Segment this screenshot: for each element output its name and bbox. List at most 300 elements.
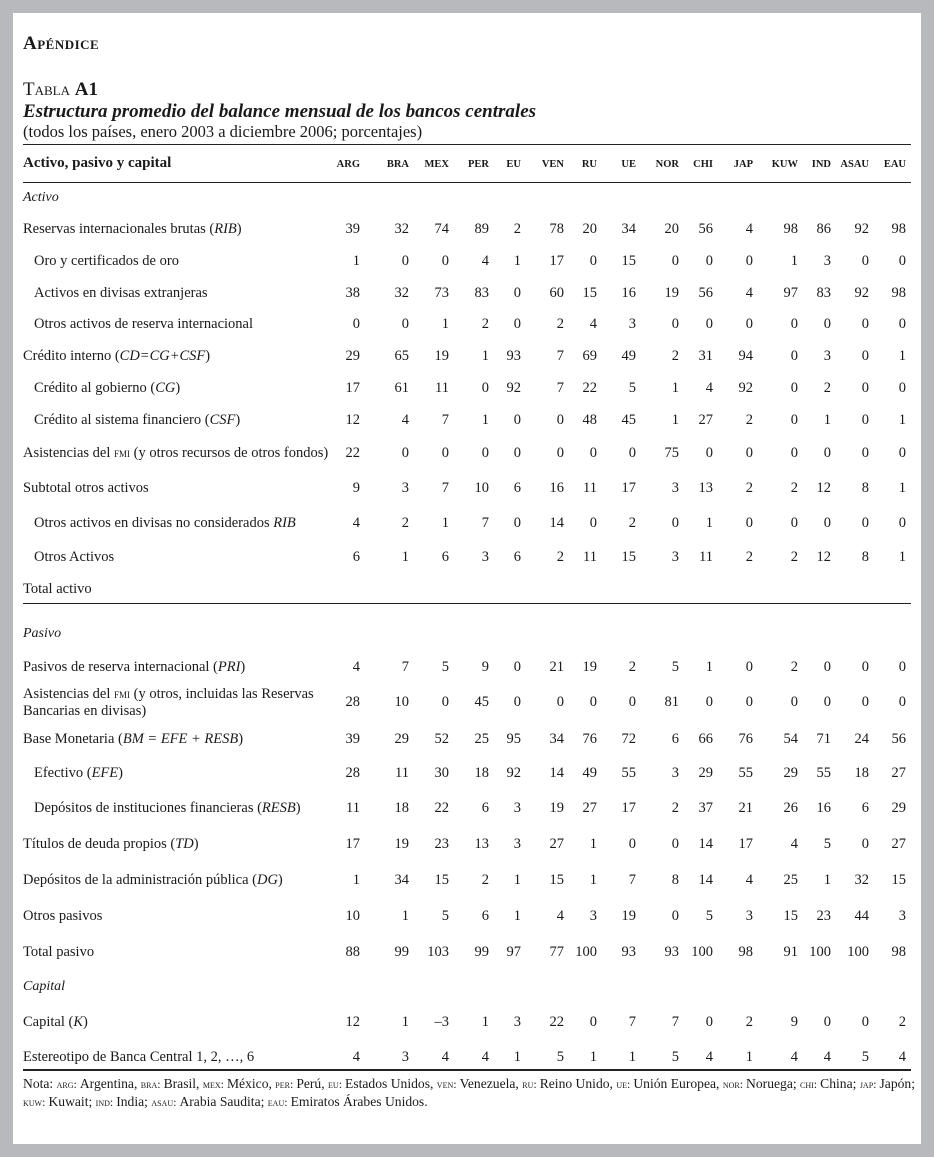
column-header-bra: BRA [386, 159, 409, 170]
table-cell: 65 [394, 348, 409, 364]
column-header-ru: RU [581, 159, 597, 170]
table-cell: 3 [898, 908, 906, 924]
table-cell: 0 [823, 1014, 831, 1030]
row-label: Otros Activos [34, 548, 115, 565]
table-cell: 18 [854, 765, 869, 781]
table-cell: 22 [549, 1014, 564, 1030]
note-abbrev: mex: [202, 1077, 227, 1091]
table-cell: 76 [738, 731, 753, 747]
table-cell: 0 [441, 253, 449, 269]
activo-rule [23, 603, 911, 604]
table-cell: 45 [474, 694, 489, 710]
table-cell: 98 [783, 221, 798, 237]
table-cell: 0 [556, 694, 564, 710]
table-cell: 6 [861, 800, 869, 816]
table-cell: 11 [346, 800, 360, 816]
table-cell: 15 [434, 872, 449, 888]
table-cell: 39 [345, 731, 360, 747]
note-country: Kuwait; [48, 1094, 96, 1109]
table-cell: 5 [671, 659, 679, 675]
table-cell: 21 [738, 800, 753, 816]
table-cell: 19 [394, 836, 409, 852]
row-label: Otros activos en divisas no considerados RIB [34, 514, 296, 531]
table-id: A1 [74, 79, 98, 100]
table-cell: 60 [549, 285, 564, 301]
table-cell: 1 [898, 549, 906, 565]
table-cell: 92 [506, 765, 521, 781]
table-cell: 0 [589, 694, 597, 710]
table-cell: 0 [898, 515, 906, 531]
note-country: Estados Unidos, [345, 1076, 437, 1091]
table-cell: 5 [441, 659, 449, 675]
table-cell: 7 [441, 412, 449, 428]
table-cell: 2 [401, 515, 409, 531]
table-cell: 23 [816, 908, 831, 924]
table-cell: 1 [671, 380, 679, 396]
table-cell: 83 [474, 285, 489, 301]
column-header-ind: IND [811, 159, 831, 170]
table-cell: 74 [434, 221, 449, 237]
row-label: Otros activos de reserva internacional [34, 315, 254, 332]
table-cell: 29 [394, 731, 409, 747]
table-cell: 0 [513, 445, 521, 461]
table-cell: 0 [556, 445, 564, 461]
table-cell: 24 [854, 731, 869, 747]
column-header-asau: ASAU [840, 159, 869, 170]
table-cell: 17 [621, 480, 636, 496]
header-rule [23, 182, 911, 183]
table-cell: 5 [861, 1049, 869, 1065]
row-label: Crédito interno (CD=CG+CSF) [23, 347, 211, 364]
row-label: Títulos de deuda propios (TD) [23, 835, 199, 852]
table-cell: 3 [589, 908, 597, 924]
row-label: Depósitos de instituciones financieras (RESB) [34, 799, 301, 816]
table-cell: 1 [898, 412, 906, 428]
table-cell: 26 [783, 800, 798, 816]
row-label: Activos en divisas extranjeras [34, 284, 208, 301]
row-label: Crédito al gobierno (CG) [34, 379, 181, 396]
table-cell: 1 [589, 1049, 597, 1065]
table-cell: 29 [698, 765, 713, 781]
table-cell: 55 [621, 765, 636, 781]
table-cell: 27 [891, 765, 906, 781]
table-cell: 0 [556, 412, 564, 428]
table-cell: 0 [898, 445, 906, 461]
table-cell: 1 [745, 1049, 753, 1065]
note-abbrev: chi: [800, 1077, 821, 1091]
table-cell: 0 [745, 659, 753, 675]
note-abbrev: jap: [859, 1077, 880, 1091]
table-cell: 83 [816, 285, 831, 301]
bottom-rule [23, 1069, 911, 1071]
table-cell: 28 [345, 765, 360, 781]
table-cell: 27 [582, 800, 597, 816]
row-label: Otros pasivos [23, 907, 103, 924]
table-cell: 37 [698, 800, 713, 816]
table-cell: 100 [809, 944, 831, 960]
table-cell: 22 [345, 445, 360, 461]
note-abbrev: ind: [95, 1095, 117, 1109]
table-cell: 5 [441, 908, 449, 924]
table-cell: 55 [738, 765, 753, 781]
table-cell: 1 [705, 659, 713, 675]
note-abbrev: per: [275, 1077, 297, 1091]
table-cell: 0 [705, 445, 713, 461]
table-cell: 0 [671, 253, 679, 269]
table-cell: 45 [621, 412, 636, 428]
table-cell: 15 [621, 549, 636, 565]
note-country: Argentina, [79, 1076, 141, 1091]
table-cell: 1 [705, 515, 713, 531]
table-cell: 6 [513, 480, 521, 496]
table-cell: 0 [589, 1014, 597, 1030]
table-cell: 0 [513, 659, 521, 675]
note-country: Emiratos Árabes Unidos. [290, 1094, 428, 1109]
table-cell: 2 [790, 659, 798, 675]
note-country: Reino Unido, [539, 1076, 617, 1091]
table-cell: 92 [854, 221, 869, 237]
row-label: Oro y certificados de oro [34, 252, 179, 269]
table-cell: 4 [589, 316, 597, 332]
table-cell: 3 [823, 348, 831, 364]
table-cell: 76 [582, 731, 597, 747]
table-cell: 19 [582, 659, 597, 675]
table-cell: 86 [816, 221, 831, 237]
table-cell: 0 [861, 515, 869, 531]
row-label: Total activo [23, 580, 92, 597]
table-cell: 77 [549, 944, 564, 960]
note-abbrev: ru: [522, 1077, 540, 1091]
table-cell: 3 [401, 1049, 409, 1065]
row-label: Capital (K) [23, 1013, 88, 1030]
table-cell: 3 [481, 549, 489, 565]
note-country: México, [226, 1076, 276, 1091]
table-cell: 11 [395, 765, 409, 781]
table-cell: 81 [664, 694, 679, 710]
table-cell: 0 [671, 316, 679, 332]
table-cell: 0 [898, 316, 906, 332]
table-cell: 3 [401, 480, 409, 496]
table-cell: 22 [582, 380, 597, 396]
table-cell: 0 [513, 515, 521, 531]
column-header-chi: CHI [693, 159, 713, 170]
table-cell: 0 [898, 380, 906, 396]
table-cell: 0 [790, 348, 798, 364]
table-cell: 98 [738, 944, 753, 960]
table-cell: 32 [394, 221, 409, 237]
table-cell: 2 [745, 1014, 753, 1030]
table-cell: 1 [441, 316, 449, 332]
table-cell: 7 [441, 480, 449, 496]
table-cell: 0 [898, 694, 906, 710]
table-cell: 98 [891, 944, 906, 960]
table-cell: 69 [582, 348, 597, 364]
table-cell: 1 [401, 908, 409, 924]
document-page [13, 13, 921, 1144]
table-cell: 18 [394, 800, 409, 816]
table-cell: 3 [671, 549, 679, 565]
table-cell: 3 [628, 316, 636, 332]
table-cell: 1 [898, 348, 906, 364]
table-cell: 9 [790, 1014, 798, 1030]
table-cell: 5 [671, 1049, 679, 1065]
table-cell: 1 [513, 872, 521, 888]
table-cell: 0 [671, 515, 679, 531]
table-cell: 0 [790, 380, 798, 396]
table-cell: 13 [474, 836, 489, 852]
table-cell: 10 [474, 480, 489, 496]
table-cell: 0 [861, 1014, 869, 1030]
table-cell: 92 [738, 380, 753, 396]
table-cell: 49 [621, 348, 636, 364]
table-cell: 78 [549, 221, 564, 237]
table-cell: 7 [628, 872, 636, 888]
table-cell: 4 [401, 412, 409, 428]
table-cell: 49 [582, 765, 597, 781]
column-header-nor: NOR [655, 159, 679, 170]
table-cell: 14 [698, 872, 713, 888]
table-cell: 32 [394, 285, 409, 301]
table-cell: 3 [513, 836, 521, 852]
table-prefix: Tabla [23, 79, 70, 100]
table-cell: 27 [549, 836, 564, 852]
table-cell: 25 [783, 872, 798, 888]
table-cell: 2 [790, 549, 798, 565]
table-cell: 0 [861, 253, 869, 269]
table-cell: 97 [506, 944, 521, 960]
table-cell: 2 [481, 872, 489, 888]
table-cell: 1 [513, 253, 521, 269]
row-label: Subtotal otros activos [23, 479, 149, 496]
table-cell: 94 [738, 348, 753, 364]
table-cell: 1 [589, 836, 597, 852]
section-label: Activo [23, 190, 59, 205]
table-cell: 100 [691, 944, 713, 960]
table-cell: 7 [556, 380, 564, 396]
table-cell: 15 [549, 872, 564, 888]
table-cell: 1 [671, 412, 679, 428]
table-cell: 0 [513, 694, 521, 710]
table-cell: 2 [898, 1014, 906, 1030]
table-cell: 88 [345, 944, 360, 960]
table-cell: 0 [861, 380, 869, 396]
table-cell: 56 [891, 731, 906, 747]
table-cell: –3 [434, 1014, 449, 1030]
table-cell: 0 [861, 445, 869, 461]
table-cell: 71 [816, 731, 831, 747]
table-cell: 1 [352, 872, 360, 888]
table-cell: 4 [352, 1049, 360, 1065]
table-cell: 2 [671, 348, 679, 364]
table-cell: 10 [345, 908, 360, 924]
table-cell: 1 [352, 253, 360, 269]
table-cell: 4 [790, 1049, 798, 1065]
note-country: Brasil, [163, 1076, 203, 1091]
table-cell: 1 [441, 515, 449, 531]
table-cell: 13 [698, 480, 713, 496]
table-cell: 9 [352, 480, 360, 496]
table-cell: 48 [582, 412, 597, 428]
table-cell: 0 [441, 694, 449, 710]
table-cell: 4 [745, 285, 753, 301]
table-cell: 18 [474, 765, 489, 781]
table-cell: 0 [861, 659, 869, 675]
table-cell: 2 [790, 480, 798, 496]
row-header-label: Activo, pasivo y capital [23, 155, 172, 171]
row-label: Reservas internacionales brutas (RIB) [23, 220, 242, 237]
note-country: China; [820, 1076, 860, 1091]
table-cell: 3 [823, 253, 831, 269]
table-cell: 0 [898, 659, 906, 675]
row-label: Total pasivo [23, 943, 95, 960]
section-label: Pasivo [23, 626, 62, 641]
table-cell: 14 [549, 765, 564, 781]
table-cell: 29 [783, 765, 798, 781]
note-abbrev: bra: [140, 1077, 164, 1091]
table-cell: 17 [738, 836, 753, 852]
row-label: Estereotipo de Banca Central 1, 2, …, 6 [23, 1048, 255, 1065]
table-cell: 23 [434, 836, 449, 852]
table-cell: 92 [506, 380, 521, 396]
table-cell: 56 [698, 221, 713, 237]
table-cell: 19 [664, 285, 679, 301]
table-cell: 0 [790, 316, 798, 332]
table-cell: 0 [823, 515, 831, 531]
table-cell: 0 [790, 515, 798, 531]
table-cell: 75 [664, 445, 679, 461]
table-cell: 12 [345, 412, 360, 428]
table-cell: 6 [441, 549, 449, 565]
table-cell: 12 [816, 549, 831, 565]
table-cell: 66 [698, 731, 713, 747]
row-label: Asistencias del fmi (y otros recursos de otros fondos) [23, 445, 329, 461]
row-label: Depósitos de la administración pública (DG) [23, 871, 283, 888]
table-number [23, 79, 98, 101]
table-cell: 0 [401, 253, 409, 269]
row-label: Pasivos de reserva internacional (PRI) [23, 658, 246, 675]
table-cell: 11 [583, 480, 597, 496]
table-cell: 15 [783, 908, 798, 924]
table-cell: 0 [823, 659, 831, 675]
table-cell: 7 [556, 348, 564, 364]
table-cell: 4 [790, 836, 798, 852]
table-cell: 2 [628, 659, 636, 675]
table-cell: 1 [790, 253, 798, 269]
table-cell: 1 [401, 549, 409, 565]
table-cell: 1 [481, 412, 489, 428]
table-cell: 100 [847, 944, 869, 960]
table-cell: 11 [435, 380, 449, 396]
table-cell: 9 [481, 659, 489, 675]
table-cell: 99 [474, 944, 489, 960]
table-cell: 2 [628, 515, 636, 531]
table-cell: 54 [783, 731, 798, 747]
table-cell: 38 [345, 285, 360, 301]
table-cell: 0 [705, 316, 713, 332]
table-cell: 61 [394, 380, 409, 396]
column-header-jap: JAP [733, 159, 753, 170]
table-cell: 2 [556, 316, 564, 332]
table-cell: 15 [582, 285, 597, 301]
table-cell: 20 [664, 221, 679, 237]
table-cell: 3 [671, 480, 679, 496]
appendix-heading: Apéndice [23, 33, 100, 54]
table-cell: 1 [823, 412, 831, 428]
column-header-kuw: KUW [771, 159, 798, 170]
table-cell: 0 [671, 836, 679, 852]
table-cell: 93 [664, 944, 679, 960]
table-cell: 27 [698, 412, 713, 428]
table-cell: 19 [434, 348, 449, 364]
table-cell: 0 [861, 836, 869, 852]
table-cell: 1 [513, 1049, 521, 1065]
table-cell: 39 [345, 221, 360, 237]
table-cell: 0 [745, 694, 753, 710]
table-cell: 98 [891, 221, 906, 237]
note-abbrev: eu: [328, 1077, 346, 1091]
table-cell: 4 [745, 221, 753, 237]
table-cell: 2 [823, 380, 831, 396]
row-label: Base Monetaria (BM = EFE + RESB) [23, 730, 244, 747]
table-cell: 1 [589, 872, 597, 888]
table-cell: 0 [441, 445, 449, 461]
table-cell: 0 [513, 285, 521, 301]
note-abbrev: arg: [56, 1077, 80, 1091]
table-cell: 100 [575, 944, 597, 960]
table-cell: 16 [816, 800, 831, 816]
column-header-ue: UE [621, 159, 636, 170]
note-abbrev: eau: [267, 1095, 291, 1109]
table-cell: 19 [621, 908, 636, 924]
note-country: Unión Europea, [633, 1076, 723, 1091]
table-cell: 0 [823, 316, 831, 332]
table-title: Estructura promedio del balance mensual de los bancos centrales [23, 101, 537, 122]
table-cell: 16 [549, 480, 564, 496]
table-cell: 8 [861, 480, 869, 496]
column-header-mex: MEX [424, 159, 449, 170]
table-cell: 29 [891, 800, 906, 816]
table-cell: 97 [783, 285, 798, 301]
table-cell: 98 [891, 285, 906, 301]
table-cell: 5 [628, 380, 636, 396]
table-cell: 2 [556, 549, 564, 565]
table-cell: 4 [745, 872, 753, 888]
table-cell: 8 [861, 549, 869, 565]
table-cell: 73 [434, 285, 449, 301]
table-cell: 103 [427, 944, 449, 960]
table-cell: 1 [481, 348, 489, 364]
table-cell: 1 [823, 872, 831, 888]
table-cell: 21 [549, 659, 564, 675]
note-abbrev: kuw: [23, 1095, 49, 1109]
table-cell: 0 [745, 316, 753, 332]
table-cell: 3 [671, 765, 679, 781]
table-cell: 1 [898, 480, 906, 496]
table-cell: 4 [441, 1049, 449, 1065]
table-cell: 19 [549, 800, 564, 816]
table-cell: 15 [891, 872, 906, 888]
section-label: Capital [23, 979, 66, 994]
table-cell: 11 [583, 549, 597, 565]
table-cell: 4 [898, 1049, 906, 1065]
table-cell: 0 [898, 253, 906, 269]
table-cell: 12 [345, 1014, 360, 1030]
note-country: Noruega; [746, 1076, 801, 1091]
table-cell: 1 [401, 1014, 409, 1030]
table-cell: 0 [745, 445, 753, 461]
table-cell: 2 [671, 800, 679, 816]
table-cell: 2 [745, 549, 753, 565]
